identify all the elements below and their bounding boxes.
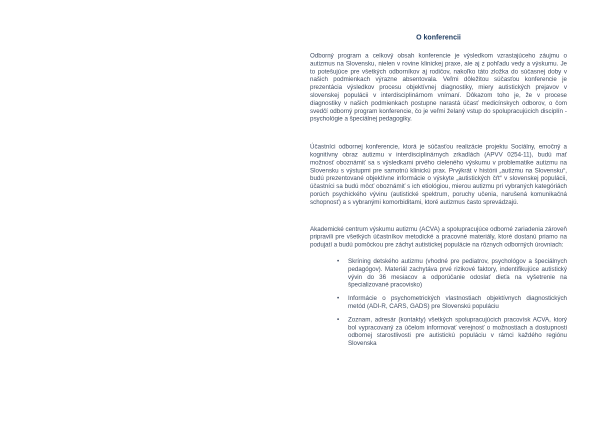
bullet-item-directory: • Zoznam, adresár (kontakty) všetkých spolupracujúcich pracovísk ACVA, ktorý bol vypracovaný za účelom informovať verejnosť o možnostiach a dostupnosti odbornej starostlivosti pre autistickú populáciu v rámci každého regiónu Slovenska: [348, 316, 567, 348]
bullet-list: [310, 257, 567, 347]
bullet-item-psychometrics: • Informácie o psychometrických vlastnostiach objektívnych diagnostických metód (ADI-R, CARS, GADS) pre Slovenskú populáciu: [348, 295, 567, 311]
bullet-item-screening: • Skríning detského autizmu (vhodné pre pediatrov, psychológov a špeciálnych pedagógov). Materiál zachytáva prvé rizikové faktory, indentifikujúce autistický vývin do 36 mesiacov a odporúčanie odoslať dieťa na vyšetrenie na špecializované pracovisko): [348, 257, 567, 289]
page-title: O konferencii: [416, 33, 461, 41]
paragraph-materials: Akademické centrum výskumu autizmu (ACVA) a spolupracujúce odborné zariadenia zároveň pripravili pre všetkých účastníkov metodické a pracovné materiály, ktoré dostanú priamo na podujatí a budú pomôckou pre záchyt autistickej populácie na rôznych odborných úrovniach:: [310, 225, 567, 249]
document-text-column: [310, 30, 567, 347]
paragraph-introduction: Odborný program a celkový obsah konferencie je výsledkom vzrastajúceho záujmu o autizmus na Slovensku, nielen v rovine klinickej praxe, ale aj z pohľadu vedy a výskumu. Je to potešujúce pre všetkých odborníkov aj rodičov, nakoľko táto zložka do súčasnej doby v našich podmienkach výrazne absentovala. Veľmi dôležitou súčasťou konferencie je prezentácia výsledkov procesu objektívnej diagnostiky, miery autistických prejavov v slovenskej populácii v interdisciplinárnom vnímaní. Dôkazom toho je, že v procese diagnostiky v našich podmienkach postupne narastá účasť medicínskych odborov, o čom svedčí odborný program konferencie, čo je veľmi želaný vstup do spolupracujúcich disciplín - psychológie a špeciálnej pedagogiky.: [310, 52, 567, 123]
paragraph-project: Účastníci odbornej konferencie, ktorá je súčasťou realizácie projektu Sociálny, emočný a kognitívny obraz autizmu v interdisciplinárnych zrkadlách (APVV 0254-11), budú mať možnosť oboznámiť sa s výsledkami prvého cieleného výskumu v problematike autizmu na Slovensku s výstupmi pre samotnú klinickú prax. Prvýkrát v histórii „autizmu na Slovensku“, budú prezentované objektívne informácie o výskyte „autistických čŕt“ v slovenskej populácii, účastníci sa budú môcť oboznámiť s ich etiológiou, mierou autizmu pri vybraných kategóriách porúch psychického vývinu (autistické spektrum, poruchy učenia, narušená komunikačná schopnosť) a s vybranými komorbiditami, ktoré autizmus často sprevádzajú.: [310, 143, 567, 206]
